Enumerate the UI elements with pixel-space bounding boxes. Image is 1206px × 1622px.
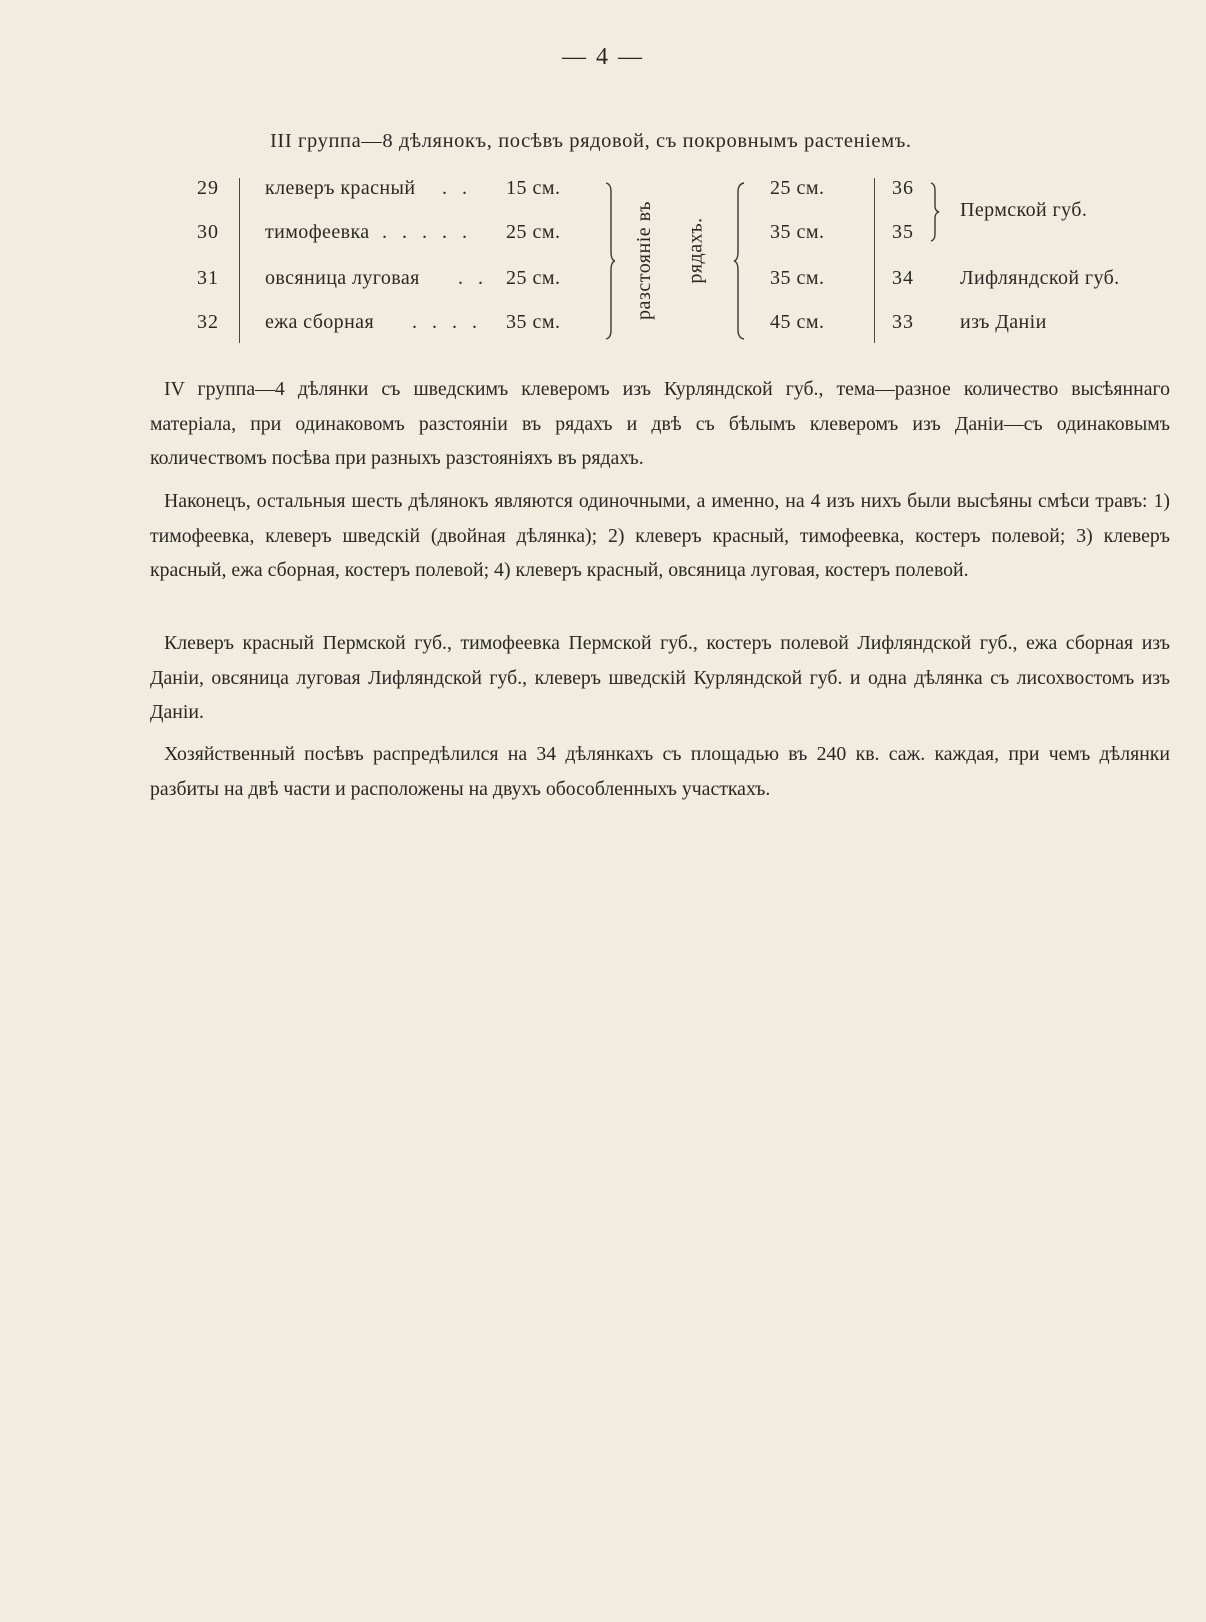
row-distance: 45 см. [770, 311, 825, 333]
row-distance: 35 см. [770, 267, 825, 289]
origin-label: Лифляндской губ. [960, 267, 1120, 289]
paragraph: Наконецъ, остальныя шесть дѣлянокъ являются одиночными, а именно, на 4 изъ нихъ были высѣяны смѣси травъ: 1) тимофеевка, клеверъ шведскій (двойная дѣлянка); 2) клеверъ красный, тимофеевка, костеръ полевой; 3) клеверъ красный, ежа сборная, костеръ полевой; 4) клеверъ красный, овсяница луговая, костеръ полевой. [150, 490, 1170, 581]
leader-dots: . . [442, 177, 472, 199]
left-brace [733, 182, 745, 340]
right-brace [930, 182, 940, 242]
planting-table [0, 170, 1206, 350]
group-heading: III группа—8 дѣлянокъ, посѣвъ рядовой, съ покровнымъ растеніемъ. [270, 130, 912, 152]
seeding-distance: 35 см. [506, 311, 561, 333]
paragraph: IV группа—4 дѣлянки съ шведскимъ клеверомъ изъ Курляндской губ., тема—разное количество высѣяннаго матеріала, при одинаковомъ разстояніи въ рядахъ и двѣ съ бѣлымъ клеверомъ изъ Даніи—съ одинаковымъ количествомъ посѣва при разныхъ разстояніяхъ въ рядахъ. [150, 378, 1170, 469]
paragraph: Хозяйственный посѣвъ распредѣлился на 34 дѣлянкахъ съ площадью въ 240 кв. саж. каждая, при чемъ дѣлянки разбиты на двѣ части и расположены на двухъ обособленныхъ участкахъ. [150, 743, 1170, 800]
leader-dots: . . . . . [382, 221, 472, 243]
plant-name: клеверъ красный [265, 177, 416, 199]
plot-number: 35 [892, 221, 914, 243]
seeding-distance: 25 см. [506, 267, 561, 289]
leader-dots: . . . . [412, 311, 482, 333]
vertical-label: рядахъ. [684, 216, 707, 284]
origin-label: Пермской губ. [960, 199, 1088, 221]
page-number: — 4 — [562, 44, 644, 70]
plant-name: тимофеевка [265, 221, 370, 243]
seeding-distance: 15 см. [506, 177, 561, 199]
origin-label: изъ Даніи [960, 311, 1047, 333]
column-rule [239, 178, 240, 343]
row-distance: 25 см. [770, 177, 825, 199]
right-brace [605, 182, 615, 340]
column-rule [874, 178, 875, 343]
leader-dots: . . [458, 267, 488, 289]
row-number: 31 [197, 267, 219, 289]
plant-name: ежа сборная [265, 311, 375, 333]
row-number: 29 [197, 177, 219, 199]
row-distance: 35 см. [770, 221, 825, 243]
row-number: 30 [197, 221, 219, 243]
plot-number: 33 [892, 311, 914, 333]
plot-number: 36 [892, 177, 914, 199]
paragraph: Клеверъ красный Пермской губ., тимофеевка Пермской губ., костеръ полевой Лифляндской губ., ежа сборная изъ Даніи, овсяница луговая Лифляндской губ., клеверъ шведскій Курляндской губ. и одна дѣлянка съ лисохвостомъ изъ Даніи. [150, 632, 1170, 723]
plot-number: 34 [892, 267, 914, 289]
seeding-distance: 25 см. [506, 221, 561, 243]
plant-name: овсяница луговая [265, 267, 420, 289]
vertical-label: разстояніе въ [632, 200, 655, 320]
row-number: 32 [197, 311, 219, 333]
